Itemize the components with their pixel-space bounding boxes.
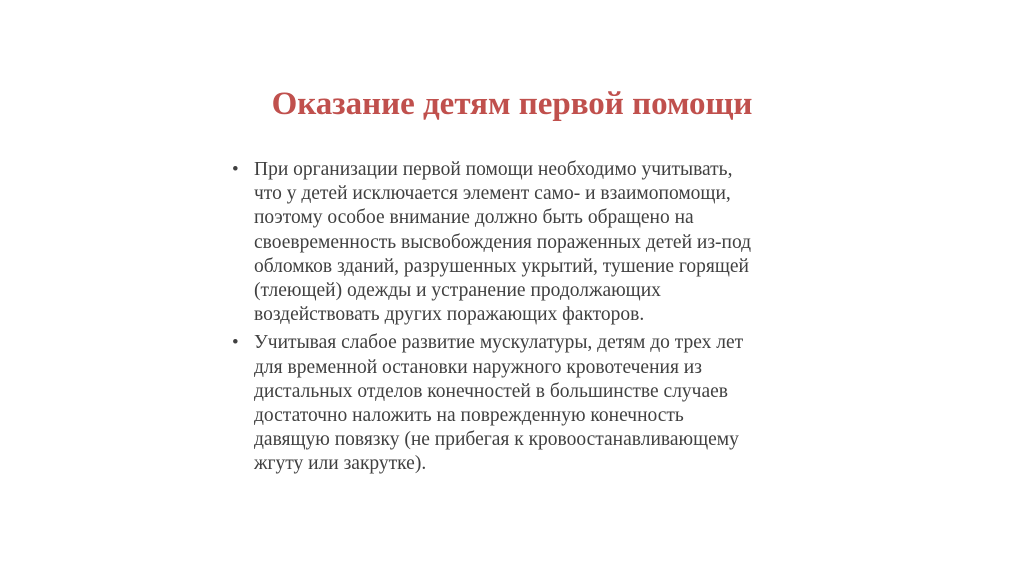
slide-title: Оказание детям первой помощи [271,86,753,122]
text-line: давящую повязку (не прибегая к кровоостанавливающему [254,429,739,451]
text-line: (тлеющей) одежды и устранение продолжающих [254,280,661,302]
bullet-item [232,331,812,476]
bullet-icon: • [232,332,239,354]
text-line: При организации первой помощи необходимо учитывать, [254,159,733,180]
bullet-text [254,332,743,474]
text-line: воздействовать других поражающих факторов. [254,304,645,326]
text-line: своевременность высвобождения пораженных детей из-под [254,231,752,253]
bullet-list [232,158,812,481]
text-line: что у детей исключается элемент само- и взаимопомощи, [254,183,731,205]
text-line: обломков зданий, разрушенных укрытий, тушение горящей [254,255,749,277]
bullet-text [254,159,751,325]
text-line: поэтому особое внимание должно быть обращено на [254,207,694,229]
text-line: достаточно наложить на поврежденную конечность [254,405,684,427]
bullet-item [232,158,812,327]
text-line: жгуту или закрутке). [254,453,427,475]
text-line: Учитывая слабое развитие мускулатуры, детям до трех лет [254,332,744,354]
text-line: дистальных отделов конечностей в большинстве случаев [254,380,729,402]
bullet-icon: • [232,159,239,180]
text-line: для временной остановки наружного кровотечения из [254,356,702,378]
